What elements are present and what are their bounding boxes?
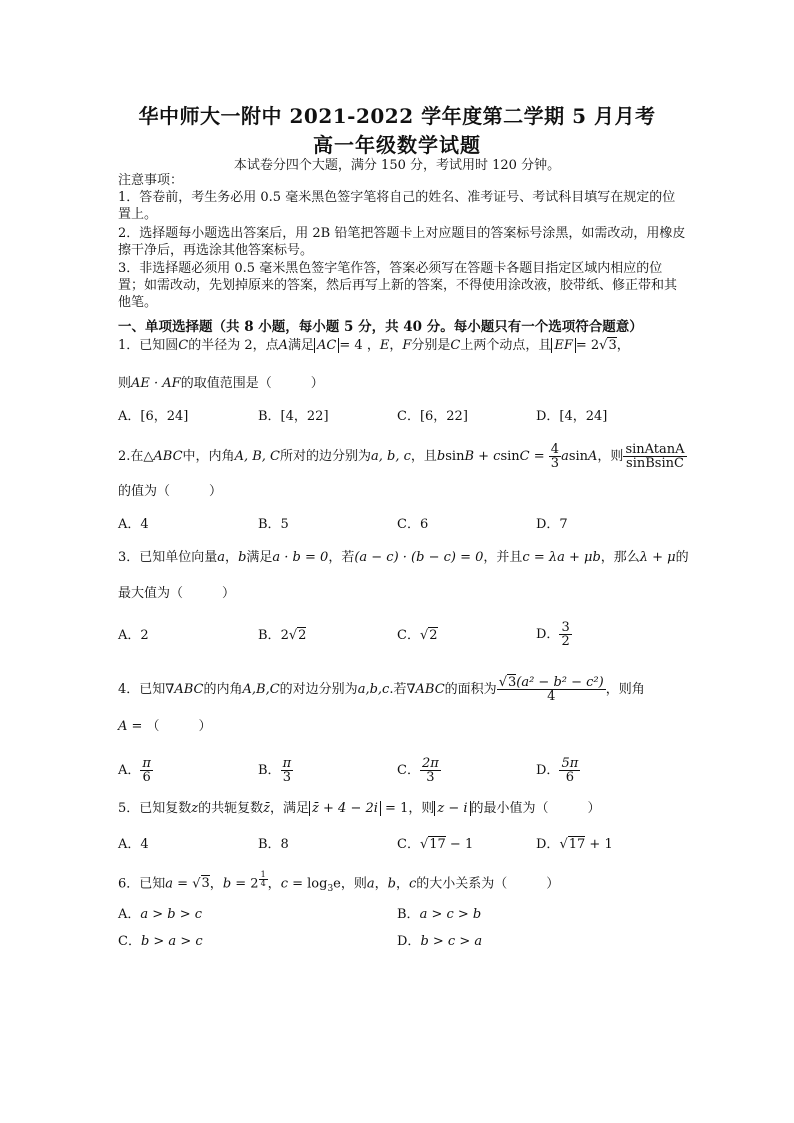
q6-var: b	[222, 876, 232, 892]
q6-exponent-den: 4	[260, 879, 266, 888]
q1-option-a: A．[6，24]	[118, 409, 189, 424]
q3-option-a: A．2	[118, 628, 149, 643]
q4-option-a-num: π	[142, 756, 151, 771]
q4-text: ，则角	[605, 682, 645, 697]
sqrt-sign: √	[419, 837, 429, 852]
notice-item-1: 1．答卷前，考生务必用 0.5 毫米黑色签字笔将自己的姓名、准考证号、考试科目填写在规定的位置上。	[118, 190, 676, 222]
q5-option-d-radicand: 17	[568, 837, 586, 852]
q6-text: = log	[287, 876, 328, 892]
q2-frac-den: 3	[550, 456, 560, 471]
question-3-line1	[118, 548, 698, 568]
q4-option-b-label: B．	[258, 763, 281, 778]
q5-option-d-label: D．	[536, 837, 560, 852]
exam-title-line1: 华中师大一附中 2021-2022 学年度第二学期 5 月月考	[138, 104, 656, 128]
q3-text: 3．已知单位向量	[118, 550, 218, 565]
q4-option-a-den: 6	[142, 770, 151, 785]
q6-text: ，	[374, 876, 388, 892]
q4-option-c	[397, 757, 441, 784]
q2-var: C	[519, 449, 530, 464]
question-4-line1	[118, 676, 698, 703]
q6-option-c-label: C．	[118, 934, 141, 949]
notice-item-3: 3．非选择题必须用 0.5 毫米黑色签字笔作答，答案必须写在答题卡各题目指定区域内相应的位置；如需改动，先划掉原来的答案，然后再写上新的答案，不得使用涂改液，胶带纸、修正带和其他笔。	[118, 261, 678, 310]
q2-option-d: D．7	[536, 517, 568, 532]
q3-text: ，	[225, 550, 239, 565]
q4-var: ABC	[415, 682, 445, 697]
q2-text: =	[529, 449, 549, 464]
q3-text: 的	[675, 550, 689, 565]
q4-area-fraction	[497, 676, 606, 703]
q4-option-c-label: C．	[397, 763, 420, 778]
sqrt-sign: √	[559, 837, 568, 852]
q2-ratio-den: sinBsinC	[626, 456, 684, 471]
q3-expr: a · b = 0	[272, 550, 329, 565]
q2-text: 2.在△	[118, 449, 154, 464]
q5-text: ，满足	[270, 801, 310, 816]
q5-option-a: A．4	[118, 837, 149, 852]
q4-option-b-num: π	[282, 756, 292, 771]
q6-option-c	[118, 932, 203, 952]
q6-text: ，	[209, 876, 223, 892]
q4-var: A	[118, 719, 128, 734]
q3-expr: (a − c) · (b − c) = 0	[354, 550, 484, 565]
q6-option-b-expr: a > c > b	[419, 907, 482, 922]
q6-text: =	[173, 876, 193, 892]
q2-text: sin	[445, 449, 465, 464]
sqrt-sign: √	[498, 675, 507, 690]
q6-text: = 2	[231, 876, 259, 892]
q3-text: 满足	[246, 550, 273, 565]
q3-option-b-radicand: 2	[298, 628, 307, 643]
q2-text: ，则	[597, 449, 624, 464]
sqrt-sign: √	[419, 628, 429, 643]
q1-vector-ac: AC	[314, 338, 339, 353]
q4-area-den: 4	[547, 689, 556, 704]
q2-text: 所对的边分别为	[279, 449, 371, 464]
q2-text: ，且	[410, 449, 437, 464]
q6-exponent	[259, 870, 268, 888]
q4-area-radicand: 3	[507, 675, 517, 690]
q4-option-a	[118, 757, 153, 784]
q3-option-b	[258, 626, 306, 646]
q4-var: ABC	[174, 682, 204, 697]
q3-option-b-label: B．	[258, 628, 281, 643]
q5-var: z	[191, 801, 199, 816]
q5-option-d-rest: + 1	[585, 837, 613, 852]
q2-text: sin	[500, 449, 520, 464]
q5-option-c-rest: − 1	[445, 837, 474, 852]
q1-text: 分别是	[411, 338, 451, 353]
q4-option-a-fraction	[140, 757, 153, 784]
q4-area-expr: (a² − b² − c²)	[516, 675, 604, 690]
q5-var: z̄	[263, 801, 271, 816]
q3-var: a	[217, 550, 226, 565]
q5-option-c-radicand: 17	[429, 837, 446, 852]
section-heading: 一、单项选择题（共 8 小题，每小题 5 分，共 40 分。每小题只有一个选项符合题意）	[118, 319, 643, 335]
q1-text: = 2	[575, 338, 600, 353]
q1-text: 满足	[288, 338, 315, 353]
q6-log-base: 3	[327, 883, 334, 894]
q2-option-a: A．4	[118, 517, 149, 532]
notice-item-2: 2．选择题每小题选出答案后，用 2B 铅笔把答题卡上对应题目的答案标号涂黑，如需改动，用橡皮擦干净后，再选涂其他答案标号。	[118, 226, 686, 258]
q4-option-d-den: 6	[565, 770, 574, 785]
q1-vector-ef: EF	[551, 338, 576, 353]
q3-option-c-label: C．	[397, 628, 420, 643]
q4-text: .若∇	[389, 682, 416, 697]
q4-option-c-num: 2π	[421, 756, 439, 771]
q4-text: 4．已知∇	[118, 682, 175, 697]
q1-text: 的取值范围是（ ）	[180, 376, 324, 391]
q6-text: 6．已知	[118, 876, 166, 892]
q4-option-b-fraction	[281, 757, 294, 784]
q3-option-c-radicand: 2	[429, 628, 438, 643]
q3-text: ，并且	[483, 550, 523, 565]
q3-var: b	[238, 550, 247, 565]
sqrt-sign: √	[599, 338, 608, 353]
q3-option-d-fraction	[559, 621, 571, 648]
q6-text: ，	[267, 876, 281, 892]
q5-text: 的共轭复数	[198, 801, 264, 816]
q4-text: 的内角	[203, 682, 243, 697]
q6-option-d-expr: b > c > a	[420, 934, 483, 949]
q5-option-c	[397, 835, 473, 855]
q6-text: ，则	[340, 876, 367, 892]
question-6-line1	[118, 870, 698, 899]
q6-option-c-expr: b > a > c	[140, 934, 203, 949]
q5-option-c-label: C．	[397, 837, 420, 852]
q6-var: c	[280, 876, 288, 892]
q1-option-c: C．[6，22]	[397, 409, 468, 424]
q3-option-b-coef: 2	[280, 628, 289, 643]
q4-var: a,b,c	[357, 682, 390, 697]
q4-option-c-fraction	[420, 757, 441, 784]
q4-option-d-fraction	[559, 757, 580, 784]
q1-dot-product: AE · AF	[131, 376, 181, 391]
q4-option-a-label: A．	[118, 763, 141, 778]
q3-option-c	[397, 626, 438, 646]
q6-var: b	[387, 876, 396, 892]
q2-var: a, b, c	[371, 449, 411, 464]
q2-text: +	[474, 449, 494, 464]
q6-radicand: 3	[201, 876, 210, 892]
q2-var: ABC	[153, 449, 183, 464]
q2-var: A, B, C	[234, 449, 280, 464]
q1-var: F	[402, 338, 412, 353]
q1-text: 1．已知圆	[118, 338, 179, 353]
q4-option-d	[536, 757, 580, 784]
q4-text: = （ ）	[127, 719, 212, 734]
question-4-line2	[118, 717, 698, 737]
q6-exponent-num: 1	[260, 870, 266, 879]
q4-option-b	[258, 757, 293, 784]
question-2-line1	[118, 443, 698, 470]
q1-text: ，	[616, 338, 630, 353]
q6-text: 的大小关系为（ ）	[416, 876, 560, 892]
exam-title-line2: 高一年级数学试题	[313, 133, 481, 157]
q2-frac-num: 4	[550, 442, 560, 457]
exam-subtitle: 本试卷分四个大题，满分 150 分，考试用时 120 分钟。	[233, 158, 561, 173]
q5-text: = 1，则	[380, 801, 435, 816]
q3-option-d-label: D．	[536, 627, 560, 642]
q1-var: A	[278, 338, 289, 353]
q4-text: 的对边分别为	[279, 682, 358, 697]
q2-option-b: B．5	[258, 517, 289, 532]
q3-expr: λ + μ	[639, 550, 676, 565]
sqrt-sign: √	[288, 628, 298, 643]
q6-option-b	[397, 905, 481, 925]
q2-var: b	[436, 449, 446, 464]
q2-ratio-fraction	[623, 443, 686, 470]
q2-text: sin	[568, 449, 589, 464]
q2-ratio-num: sinAtanA	[625, 442, 685, 457]
q6-var: c	[409, 876, 417, 892]
q6-option-b-label: B．	[397, 907, 420, 922]
q3-option-d-num: 3	[561, 620, 570, 635]
q5-modulus-1: z̄ + 4 − 2i	[309, 801, 381, 816]
q6-var: a	[366, 876, 375, 892]
q4-option-c-den: 3	[426, 770, 435, 785]
q5-option-b: B．8	[258, 837, 289, 852]
q6-option-d	[397, 932, 482, 952]
q1-text: 上两个动点，且	[460, 338, 552, 353]
q4-option-d-label: D．	[536, 763, 560, 778]
q1-text: = 4 ，	[339, 338, 380, 353]
q5-text: 5．已知复数	[118, 801, 192, 816]
q1-var: E	[379, 338, 390, 353]
question-2-line2: 的值为（ ）	[118, 484, 223, 499]
q1-option-b: B．[4，22]	[258, 409, 329, 424]
q4-area-num	[497, 676, 606, 690]
q1-var: C	[178, 338, 189, 353]
q1-text: 的半径为 2，点	[188, 338, 279, 353]
q1-var: C	[450, 338, 461, 353]
q6-option-a-expr: a > b > c	[140, 907, 203, 922]
q2-var: c	[493, 449, 501, 464]
q2-option-c: C．6	[397, 517, 429, 532]
sqrt-sign: √	[192, 876, 201, 892]
q1-option-d: D．[4，24]	[536, 409, 608, 424]
question-1-line1	[118, 336, 698, 356]
q5-modulus-2: z − i	[434, 801, 470, 816]
q6-option-a-label: A．	[118, 907, 141, 922]
q3-text: ，若	[328, 550, 355, 565]
q2-var: B	[464, 449, 474, 464]
question-3-line2: 最大值为（ ）	[118, 586, 236, 601]
q2-fraction	[549, 443, 561, 470]
q5-option-d	[536, 835, 613, 855]
q2-text: 中，内角	[182, 449, 235, 464]
q3-text: ，那么	[600, 550, 640, 565]
q4-text: 的面积为	[444, 682, 497, 697]
q2-var: A	[588, 449, 598, 464]
question-5-line1	[118, 799, 698, 819]
q4-var: A,B,C	[242, 682, 280, 697]
q3-option-d-den: 2	[561, 634, 570, 649]
q6-option-a	[118, 905, 202, 925]
q3-expr: c = λa + μb	[522, 550, 601, 565]
q1-text: 则	[118, 376, 132, 391]
q3-option-d	[536, 621, 572, 648]
q6-var: a	[165, 876, 174, 892]
q6-text: e	[333, 876, 341, 892]
q6-option-d-label: D．	[397, 934, 421, 949]
q6-text: ，	[396, 876, 410, 892]
q1-radicand: 3	[608, 338, 617, 353]
q4-option-b-den: 3	[282, 770, 291, 785]
q2-var: a	[561, 449, 569, 464]
q5-text: 的最小值为（ ）	[470, 801, 601, 816]
q6-exponent-fraction	[259, 871, 268, 888]
notice-heading: 注意事项：	[118, 173, 184, 188]
q4-option-d-num: 5π	[561, 756, 579, 771]
question-1-line2	[118, 374, 698, 394]
q1-text: ，	[389, 338, 403, 353]
